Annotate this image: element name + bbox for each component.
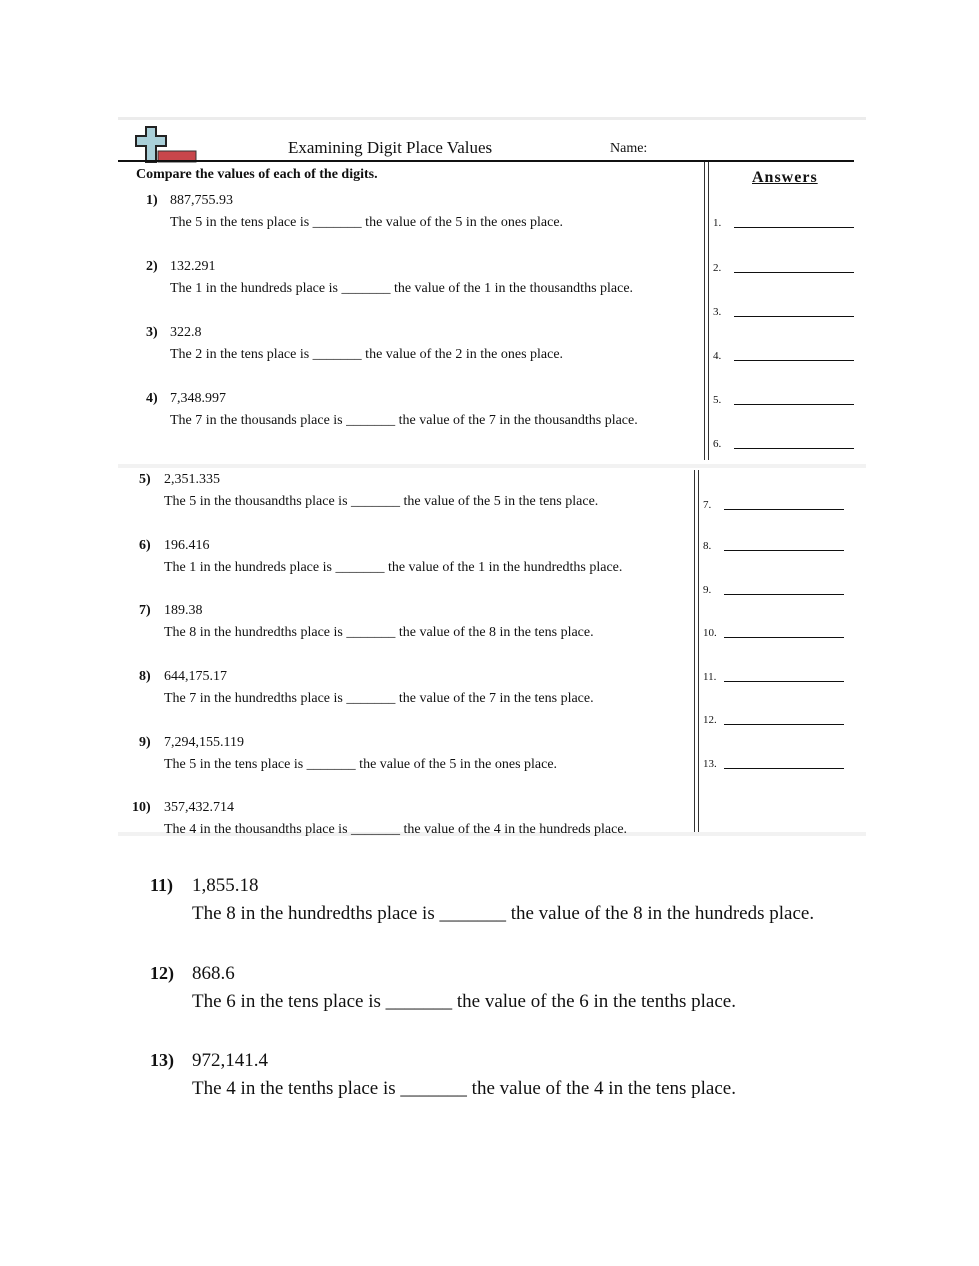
answer-column-divider: [708, 162, 709, 460]
worksheet-logo-icon: [132, 125, 198, 163]
answer-label: 9.: [703, 584, 712, 596]
problem-number: 13): [150, 1050, 174, 1070]
problem-statement: The 6 in the tens place is _______ the value of the 6 in the tenths place.: [192, 991, 736, 1012]
answer-label: 12.: [703, 714, 717, 726]
problem-number: 2): [146, 259, 158, 274]
answers-heading: Answers: [752, 169, 818, 186]
problem-value: 868.6: [192, 963, 235, 984]
answer-blank-line[interactable]: [724, 768, 844, 769]
problem-number: 11): [150, 875, 174, 895]
instructions: Compare the values of each of the digits.: [136, 167, 378, 182]
answer-blank-line[interactable]: [734, 360, 854, 361]
problem-statement: The 7 in the hundredths place is _______ the value of the 7 in the tens place.: [164, 691, 594, 706]
answer-column-divider: [704, 162, 705, 460]
answer-blank-line[interactable]: [724, 637, 844, 638]
answer-column-divider: [694, 470, 695, 834]
problem-value: 644,175.17: [164, 669, 227, 684]
answer-label: 8.: [703, 540, 712, 552]
worksheet-title: Examining Digit Place Values: [288, 138, 493, 157]
answer-label: 13.: [703, 758, 717, 770]
answer-blank-line[interactable]: [734, 448, 854, 449]
problem-statement: The 5 in the tens place is _______ the value of the 5 in the ones place.: [170, 215, 564, 230]
answer-label: 2.: [713, 262, 722, 274]
problem-value: 2,351.335: [164, 472, 220, 487]
problem-statement: The 7 in the thousands place is _______ the value of the 7 in the thousandths place.: [170, 413, 638, 428]
answer-label: 3.: [713, 306, 722, 318]
problem-statement: The 1 in the hundreds place is _______ the value of the 1 in the hundredths place.: [164, 560, 623, 575]
answer-label: 10.: [703, 627, 717, 639]
name-label: Name:: [610, 141, 648, 156]
problem-value: 189.38: [164, 603, 203, 618]
problem-number: 9): [139, 735, 151, 750]
problem-value: 7,348.997: [170, 391, 226, 406]
problem-number: 12): [150, 963, 174, 983]
problem-number: 4): [146, 391, 158, 406]
answer-label: 11.: [703, 671, 717, 683]
problem-number: 8): [139, 669, 151, 684]
answer-blank-line[interactable]: [734, 316, 854, 317]
answer-label: 5.: [713, 394, 722, 406]
problem-number: 10): [132, 800, 151, 815]
problem-number: 7): [139, 603, 151, 618]
problem-value: 1,855.18: [192, 875, 259, 896]
answer-blank-line[interactable]: [734, 272, 854, 273]
header-rule: [118, 160, 854, 162]
problem-statement: The 1 in the hundreds place is _______ the value of the 1 in the thousandths place.: [170, 281, 634, 296]
problem-number: 6): [139, 538, 151, 553]
answer-blank-line[interactable]: [734, 227, 854, 228]
answer-label: 4.: [713, 350, 722, 362]
problem-statement: The 8 in the hundredths place is _______ the value of the 8 in the tens place.: [164, 625, 594, 640]
problem-value: 322.8: [170, 325, 202, 340]
page-top-edge: [118, 117, 866, 120]
problem-value: 132.291: [170, 259, 216, 274]
answer-label: 7.: [703, 499, 712, 511]
answer-blank-line[interactable]: [724, 594, 844, 595]
problem-statement: The 5 in the thousandths place is _______ the value of the 5 in the tens place.: [164, 494, 599, 509]
problem-number: 5): [139, 472, 151, 487]
problem-statement: The 4 in the thousandths place is _______ the value of the 4 in the hundreds place.: [164, 822, 628, 837]
problem-statement: The 4 in the tenths place is _______ the value of the 4 in the tens place.: [192, 1078, 736, 1099]
answer-blank-line[interactable]: [724, 724, 844, 725]
problem-value: 887,755.93: [170, 193, 233, 208]
problem-number: 1): [146, 193, 158, 208]
problem-value: 7,294,155.119: [164, 735, 244, 750]
problem-value: 972,141.4: [192, 1050, 268, 1071]
answer-blank-line[interactable]: [734, 404, 854, 405]
answer-label: 6.: [713, 438, 722, 450]
problem-value: 196.416: [164, 538, 210, 553]
problem-number: 3): [146, 325, 158, 340]
answer-column-divider: [698, 470, 699, 834]
answer-label: 1.: [713, 217, 722, 229]
problem-statement: The 8 in the hundredths place is _______ the value of the 8 in the hundreds place.: [192, 903, 815, 924]
answer-blank-line[interactable]: [724, 681, 844, 682]
problem-value: 357,432.714: [164, 800, 234, 815]
answer-blank-line[interactable]: [724, 550, 844, 551]
problem-statement: The 2 in the tens place is _______ the value of the 2 in the ones place.: [170, 347, 564, 362]
answer-blank-line[interactable]: [724, 509, 844, 510]
problem-statement: The 5 in the tens place is _______ the value of the 5 in the ones place.: [164, 757, 558, 772]
page-seam: [118, 464, 866, 468]
